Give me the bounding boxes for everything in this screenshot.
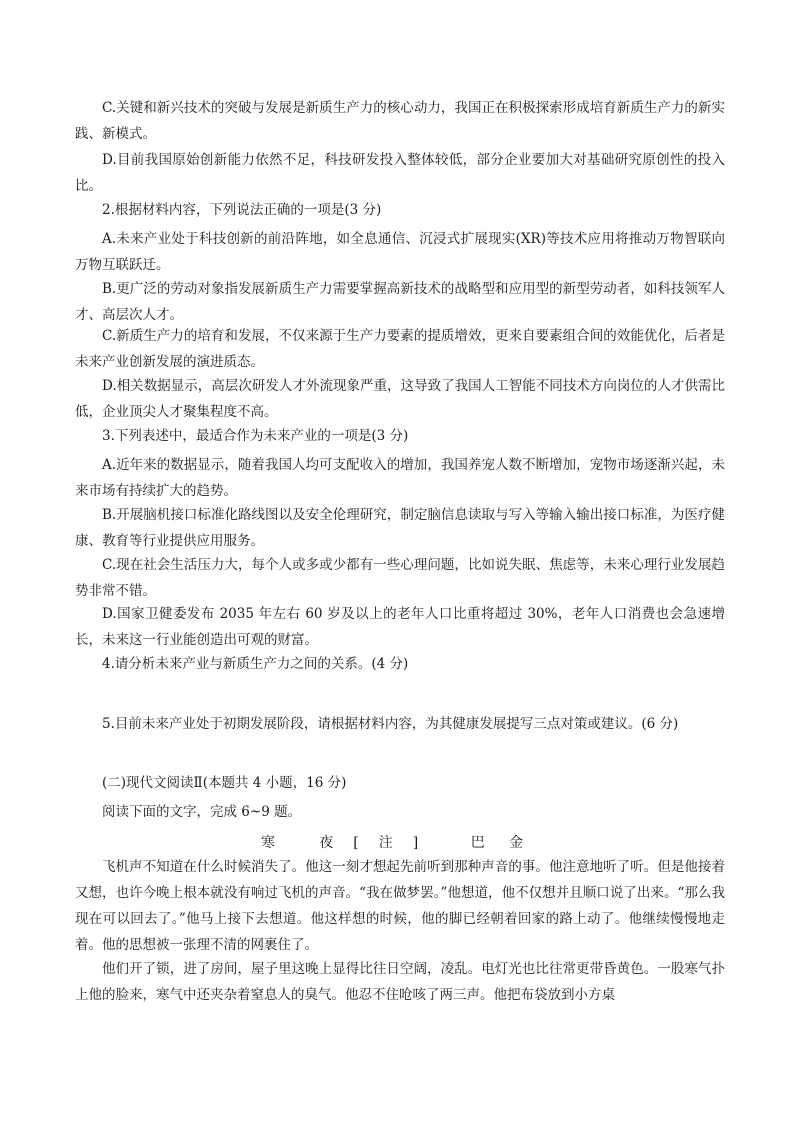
question-2-option-b: B.更广泛的劳动对象指发展新质生产力需要掌握高新技术的战略型和应用型的新型劳动者，如科技领军人才、高层次人才。 [75, 281, 725, 323]
question-5: 5.目前未来产业处于初期发展阶段，请根据材料内容，为其健康发展提写三点对策或建议。(6 分) [102, 716, 679, 732]
question-2-option-a: A.未来产业处于科技创新的前沿阵地，如全息通信、沉浸式扩展现实(XR)等技术应用将推动万物智联向万物互联跃迁。 [75, 231, 725, 273]
question-4: 4.请分析未来产业与新质生产力之间的关系。(4 分) [102, 656, 409, 672]
question-3-option-b: B.开展脑机接口标准化路线图以及安全伦理研究，制定脑信息读取与写入等输入输出接口标准，为医疗健康、教育等行业提供应用服务。 [75, 507, 725, 549]
question-2-option-c: C.新质生产力的培育和发展，不仅来源于生产力要素的提质增效，更来自要素组合间的效能优化，后者是未来产业创新发展的演进质态。 [75, 328, 725, 370]
question-3-option-c: C.现在社会生活压力大，每个人或多或少都有一些心理问题，比如说失眠、焦虑等，未来心理行业发展趋势非常不错。 [75, 557, 725, 599]
section-heading: (二)现代文阅读Ⅱ(本题共 4 小题，16 分) [102, 775, 347, 791]
question-3: 3.下列表述中，最适合作为未来产业的一项是(3 分) [102, 428, 409, 444]
reading-instruction: 阅读下面的文字，完成 6~9 题。 [102, 804, 302, 820]
story-paragraph-1: 飞机声不知道在什么时候消失了。他这一刻才想起先前听到那种声音的事。他注意地听了听。但是他接着又想，也许今晚上根本就没有响过飞机的声音。“我在做梦罢。”他想道，他不仅想并且顺口说了出来。“那么我现在可以回去了。”他马上接下去想道。他这样想的时候，他的脚已经朝着回家的路上动了。他继续慢慢地走着。他的思想被一张理不清的网裹住了。 [75, 859, 725, 953]
question-2-option-d: D.相关数据显示，高层次研发人才外流现象严重，这导致了我国人工智能不同技术方向岗位的人才供需比低，企业顶尖人才聚集程度不高。 [75, 378, 725, 420]
question-2: 2.根据材料内容，下列说法正确的一项是(3 分) [102, 202, 382, 218]
story-author: 巴 金 [470, 835, 534, 851]
story-paragraph-2: 他们开了锁，进了房间，屋子里这晚上显得比往日空阔，凌乱。电灯光也比往常更带昏黄色。一股寒气扑上他的脸来，寒气中还夹杂着窒息人的臭气。他忍不住呛咳了两三声。他把布袋放到小方桌 [75, 961, 725, 1003]
option-c: C.关键和新兴技术的突破与发展是新质生产力的核心动力，我国正在积极探索形成培育新质生产力的新实践、新模式。 [75, 100, 725, 142]
question-3-option-a: A.近年来的数据显示，随着我国人均可支配收入的增加，我国养宠人数不断增加，宠物市场逐渐兴起，未来市场有持续扩大的趋势。 [75, 457, 725, 499]
option-d: D.目前我国原始创新能力依然不足，科技研发投入整体较低，部分企业要加大对基础研究原创性的投入比。 [75, 152, 725, 194]
story-title-line [0, 830, 794, 856]
question-3-option-d: D.国家卫健委发布 2035 年左右 60 岁及以上的老年人口比重将超过 30%，老年人口消费也会急速增长，未来这一行业能创造出可观的财富。 [75, 606, 725, 648]
story-title: 寒 夜[注] [260, 835, 439, 851]
